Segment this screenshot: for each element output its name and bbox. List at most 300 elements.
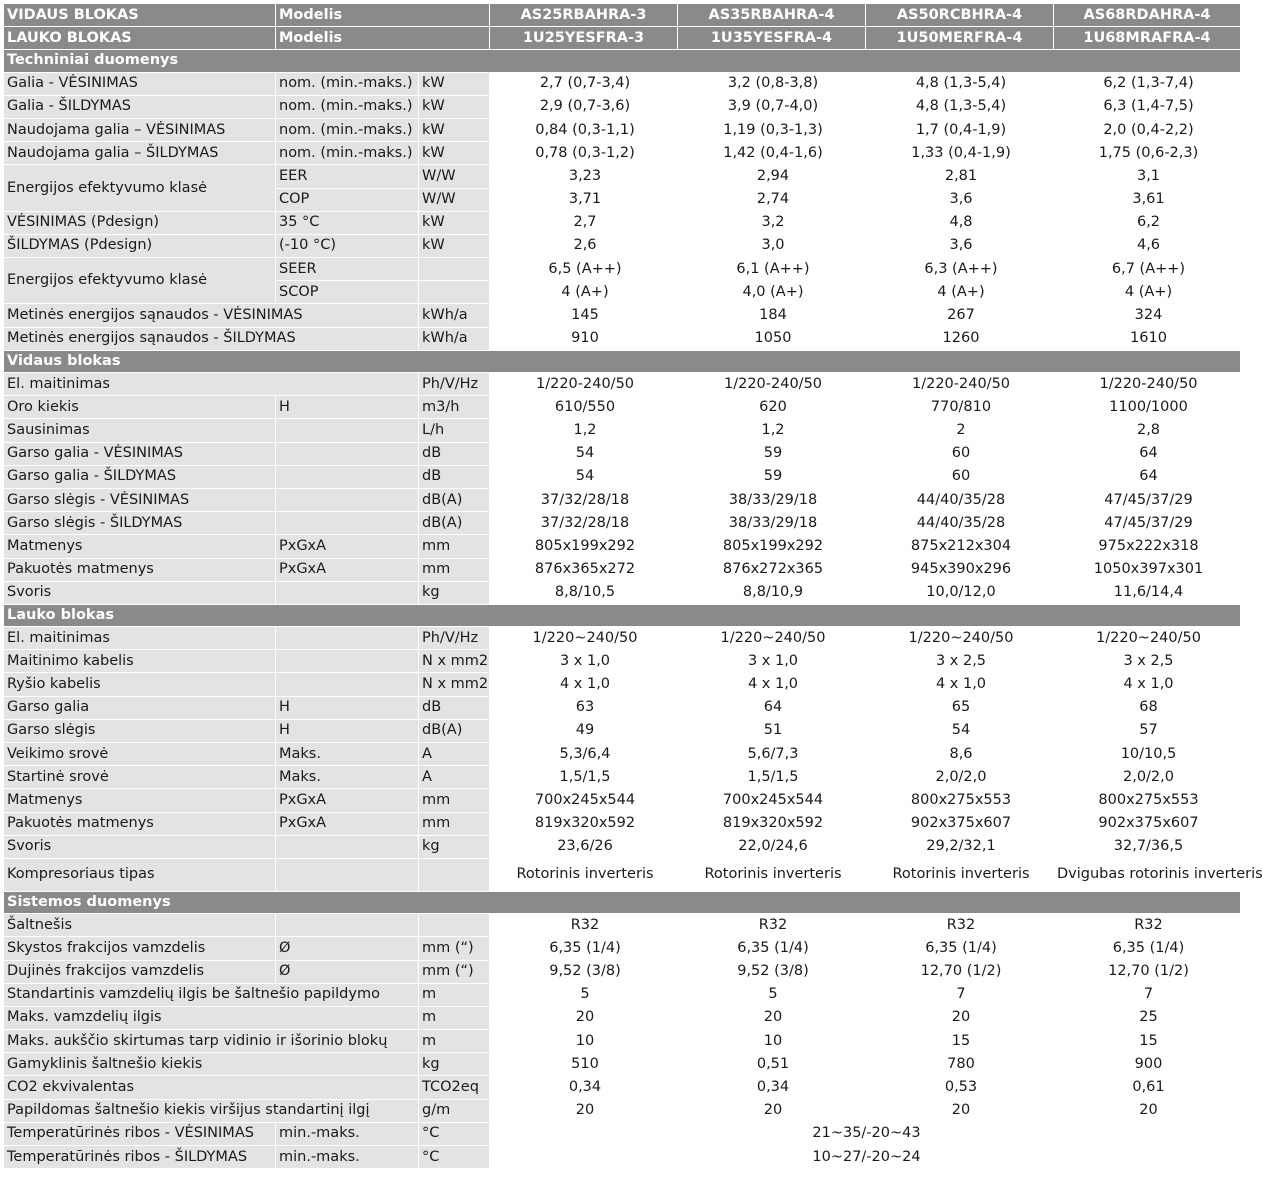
row-value: 22,0/24,6 [678, 835, 866, 858]
table-row [4, 627, 1241, 650]
model-name: 1U50MERFRA-4 [866, 27, 1054, 50]
row-unit: kW [419, 95, 490, 118]
row-unit: °C [419, 1146, 490, 1169]
table-row [4, 1006, 1241, 1029]
row-value: 38/33/29/18 [678, 488, 866, 511]
row-value: 1,42 (0,4-1,6) [678, 142, 866, 165]
row-label: Kompresoriaus tipas [4, 858, 276, 891]
row-value: 9,52 (3/8) [490, 960, 678, 983]
table-row [4, 581, 1241, 604]
row-value: 4,8 (1,3-5,4) [866, 72, 1054, 95]
row-value: 1,19 (0,3-1,3) [678, 118, 866, 141]
row-label: Papildomas šaltnešio kiekis viršijus standartinį ilgį [4, 1099, 419, 1122]
row-sublabel: Maks. [276, 766, 419, 789]
row-sublabel: PxGxA [276, 535, 419, 558]
row-value: 65 [866, 696, 1054, 719]
row-label: Pakuotės matmenys [4, 812, 276, 835]
row-value: 6,1 (A++) [678, 258, 866, 281]
table-row [4, 914, 1241, 937]
header-row [4, 27, 1241, 50]
row-label: Matmenys [4, 789, 276, 812]
row-value: 20 [490, 1006, 678, 1029]
table-row [4, 719, 1241, 742]
table-row [4, 165, 1241, 188]
row-value: 15 [866, 1030, 1054, 1053]
row-value: 21~35/-20~43 [490, 1122, 1241, 1145]
table-row [4, 835, 1241, 858]
row-value: 20 [678, 1006, 866, 1029]
table-row [4, 304, 1241, 327]
row-value: 47/45/37/29 [1054, 512, 1241, 535]
row-label: VĖSINIMAS (Pdesign) [4, 211, 276, 234]
section-title: Techniniai duomenys [4, 50, 1241, 72]
row-value: R32 [1054, 914, 1241, 937]
row-value: 64 [1054, 465, 1241, 488]
table-row [4, 1099, 1241, 1122]
row-unit: m [419, 983, 490, 1006]
table-row [4, 650, 1241, 673]
row-unit: kW [419, 211, 490, 234]
model-name: 1U25YESFRA-3 [490, 27, 678, 50]
section-header [4, 891, 1241, 913]
row-value: 1/220-240/50 [490, 373, 678, 396]
row-value: 8,8/10,5 [490, 581, 678, 604]
row-value: 876x272x365 [678, 558, 866, 581]
row-value: 902x375x607 [866, 812, 1054, 835]
row-value: 10/10,5 [1054, 743, 1241, 766]
row-value: 44/40/35/28 [866, 488, 1054, 511]
row-sublabel [276, 858, 419, 891]
row-value: R32 [678, 914, 866, 937]
row-sublabel: nom. (min.-maks.) [276, 142, 419, 165]
row-value: 1/220~240/50 [1054, 627, 1241, 650]
row-unit: N x mm2 [419, 673, 490, 696]
row-value: 6,35 (1/4) [490, 937, 678, 960]
row-sublabel [276, 488, 419, 511]
row-value: R32 [490, 914, 678, 937]
row-value: 59 [678, 465, 866, 488]
table-row [4, 535, 1241, 558]
row-value: 4 (A+) [490, 281, 678, 304]
row-label: Energijos efektyvumo klasė [4, 165, 276, 211]
row-unit: mm [419, 558, 490, 581]
row-value: 59 [678, 442, 866, 465]
row-unit: dB [419, 465, 490, 488]
row-label: Svoris [4, 835, 276, 858]
row-value: 57 [1054, 719, 1241, 742]
row-sublabel: H [276, 396, 419, 419]
model-name: AS35RBAHRA-4 [678, 4, 866, 27]
row-value: 3,2 [678, 211, 866, 234]
row-label: Standartinis vamzdelių ilgis be šaltnešio papildymo [4, 983, 419, 1006]
header-model-label: Modelis [276, 27, 490, 50]
row-label: El. maitinimas [4, 627, 276, 650]
row-value: 5 [490, 983, 678, 1006]
row-value: 6,2 [1054, 211, 1241, 234]
row-sublabel: min.-maks. [276, 1122, 419, 1145]
row-label: Gamyklinis šaltnešio kiekis [4, 1053, 419, 1076]
row-unit: mm [419, 812, 490, 835]
table-row [4, 1146, 1241, 1169]
row-sublabel [276, 581, 419, 604]
row-label: Metinės energijos sąnaudos - VĖSINIMAS [4, 304, 419, 327]
row-label: CO2 ekvivalentas [4, 1076, 419, 1099]
row-value: 1/220~240/50 [678, 627, 866, 650]
row-value: 267 [866, 304, 1054, 327]
row-unit: Ph/V/Hz [419, 627, 490, 650]
table-row [4, 95, 1241, 118]
section-title: Lauko blokas [4, 604, 1241, 626]
section-header [4, 350, 1241, 372]
row-value: 3,0 [678, 234, 866, 257]
row-sublabel: min.-maks. [276, 1146, 419, 1169]
row-value: Dvigubas rotorinis inverteris [1054, 858, 1241, 891]
row-value: 3,71 [490, 188, 678, 211]
row-value: 1/220-240/50 [866, 373, 1054, 396]
row-unit: W/W [419, 165, 490, 188]
row-unit: dB [419, 696, 490, 719]
table-row [4, 442, 1241, 465]
row-label: Matmenys [4, 535, 276, 558]
row-value: 10 [490, 1030, 678, 1053]
row-value: 184 [678, 304, 866, 327]
row-label: Sausinimas [4, 419, 276, 442]
row-unit: A [419, 766, 490, 789]
section-title: Vidaus blokas [4, 350, 1241, 372]
row-label: Veikimo srovė [4, 743, 276, 766]
row-value: 1/220-240/50 [678, 373, 866, 396]
row-label: Maks. aukščio skirtumas tarp vidinio ir išorinio blokų [4, 1030, 419, 1053]
row-value: 8,8/10,9 [678, 581, 866, 604]
row-unit: kW [419, 142, 490, 165]
row-value: 4,6 [1054, 234, 1241, 257]
row-value: 12,70 (1/2) [866, 960, 1054, 983]
row-value: 5 [678, 983, 866, 1006]
row-unit: kWh/a [419, 304, 490, 327]
row-sublabel: PxGxA [276, 789, 419, 812]
row-value: 11,6/14,4 [1054, 581, 1241, 604]
row-label: Temperatūrinės ribos - ŠILDYMAS [4, 1146, 276, 1169]
table-row [4, 327, 1241, 350]
row-value: 54 [490, 442, 678, 465]
row-value: 0,34 [678, 1076, 866, 1099]
row-value: 1,33 (0,4-1,9) [866, 142, 1054, 165]
row-value: 20 [866, 1006, 1054, 1029]
row-unit [419, 281, 490, 304]
row-value: 1,5/1,5 [678, 766, 866, 789]
row-value: 4,0 (A+) [678, 281, 866, 304]
row-sublabel: nom. (min.-maks.) [276, 118, 419, 141]
row-unit: m3/h [419, 396, 490, 419]
row-unit: dB(A) [419, 512, 490, 535]
row-value: 0,51 [678, 1053, 866, 1076]
row-label: Oro kiekis [4, 396, 276, 419]
model-name: AS25RBAHRA-3 [490, 4, 678, 27]
row-value: 20 [1054, 1099, 1241, 1122]
row-unit: kg [419, 581, 490, 604]
row-value: Rotorinis inverteris [490, 858, 678, 891]
row-unit: mm [419, 535, 490, 558]
row-unit: W/W [419, 188, 490, 211]
row-value: 3 x 2,5 [1054, 650, 1241, 673]
row-unit: dB [419, 442, 490, 465]
row-value: 2,0 (0,4-2,2) [1054, 118, 1241, 141]
row-value: 800x275x553 [1054, 789, 1241, 812]
row-value: Rotorinis inverteris [866, 858, 1054, 891]
row-value: 1100/1000 [1054, 396, 1241, 419]
table-row [4, 72, 1241, 95]
row-value: 5,6/7,3 [678, 743, 866, 766]
row-unit: mm [419, 789, 490, 812]
row-sublabel [276, 627, 419, 650]
row-label: ŠILDYMAS (Pdesign) [4, 234, 276, 257]
row-value: 60 [866, 465, 1054, 488]
row-label: Maitinimo kabelis [4, 650, 276, 673]
row-sublabel: nom. (min.-maks.) [276, 95, 419, 118]
row-label: Dujinės frakcijos vamzdelis [4, 960, 276, 983]
table-row [4, 937, 1241, 960]
section-header [4, 50, 1241, 72]
table-row [4, 373, 1241, 396]
model-name: AS50RCBHRA-4 [866, 4, 1054, 27]
row-unit: A [419, 743, 490, 766]
row-value: 2,74 [678, 188, 866, 211]
table-row [4, 234, 1241, 257]
row-value: 4 (A+) [866, 281, 1054, 304]
row-unit: g/m [419, 1099, 490, 1122]
row-sublabel [276, 914, 419, 937]
row-value: 44/40/35/28 [866, 512, 1054, 535]
row-unit: kWh/a [419, 327, 490, 350]
row-value: 4 x 1,0 [1054, 673, 1241, 696]
row-unit [419, 914, 490, 937]
row-value: 3,9 (0,7-4,0) [678, 95, 866, 118]
table-row [4, 743, 1241, 766]
row-unit: m [419, 1006, 490, 1029]
table-row [4, 1122, 1241, 1145]
row-label: Garso slėgis [4, 719, 276, 742]
table-row [4, 960, 1241, 983]
section-title: Sistemos duomenys [4, 891, 1241, 913]
row-value: 64 [678, 696, 866, 719]
row-value: 0,34 [490, 1076, 678, 1099]
model-name: 1U35YESFRA-4 [678, 27, 866, 50]
row-value: 2,7 [490, 211, 678, 234]
row-value: 1610 [1054, 327, 1241, 350]
row-value: 819x320x592 [490, 812, 678, 835]
table-row [4, 118, 1241, 141]
row-value: 3,6 [866, 188, 1054, 211]
row-label: Garso slėgis - ŠILDYMAS [4, 512, 276, 535]
row-value: 4,8 [866, 211, 1054, 234]
table-row [4, 789, 1241, 812]
row-unit: TCO2eq [419, 1076, 490, 1099]
row-label: Garso galia - VĖSINIMAS [4, 442, 276, 465]
row-value: 9,52 (3/8) [678, 960, 866, 983]
row-value: 64 [1054, 442, 1241, 465]
row-value: 910 [490, 327, 678, 350]
row-unit: kW [419, 118, 490, 141]
row-value: 1,2 [678, 419, 866, 442]
row-sublabel: SEER [276, 258, 419, 281]
row-value: 3 x 1,0 [490, 650, 678, 673]
table-row [4, 465, 1241, 488]
row-value: 37/32/28/18 [490, 488, 678, 511]
row-value: 2,0/2,0 [1054, 766, 1241, 789]
table-row [4, 1030, 1241, 1053]
row-unit: kW [419, 234, 490, 257]
row-unit: kg [419, 1053, 490, 1076]
row-sublabel [276, 442, 419, 465]
row-value: 700x245x544 [678, 789, 866, 812]
row-value: 0,78 (0,3-1,2) [490, 142, 678, 165]
row-unit: kW [419, 72, 490, 95]
row-value: 12,70 (1/2) [1054, 960, 1241, 983]
row-value: 819x320x592 [678, 812, 866, 835]
row-value: 7 [1054, 983, 1241, 1006]
table-row [4, 258, 1241, 281]
row-value: 1,75 (0,6-2,3) [1054, 142, 1241, 165]
row-sublabel [276, 419, 419, 442]
row-value: 1260 [866, 327, 1054, 350]
row-value: 1/220-240/50 [1054, 373, 1241, 396]
row-value: 1,7 (0,4-1,9) [866, 118, 1054, 141]
row-label: Garso galia - ŠILDYMAS [4, 465, 276, 488]
row-value: 975x222x318 [1054, 535, 1241, 558]
row-unit: N x mm2 [419, 650, 490, 673]
table-row [4, 1076, 1241, 1099]
row-label: Maks. vamzdelių ilgis [4, 1006, 419, 1029]
table-row [4, 488, 1241, 511]
row-label: Garso slėgis - VĖSINIMAS [4, 488, 276, 511]
table-row [4, 673, 1241, 696]
table-row [4, 211, 1241, 234]
row-unit [419, 858, 490, 891]
row-value: 1,5/1,5 [490, 766, 678, 789]
row-value: R32 [866, 914, 1054, 937]
row-unit: mm (“) [419, 937, 490, 960]
row-unit: m [419, 1030, 490, 1053]
row-value: 5,3/6,4 [490, 743, 678, 766]
row-value: 2,7 (0,7-3,4) [490, 72, 678, 95]
row-value: 2,8 [1054, 419, 1241, 442]
row-value: 6,3 (1,4-7,5) [1054, 95, 1241, 118]
row-value: 3 x 2,5 [866, 650, 1054, 673]
row-sublabel: SCOP [276, 281, 419, 304]
row-value: 37/32/28/18 [490, 512, 678, 535]
row-value: 2,9 (0,7-3,6) [490, 95, 678, 118]
row-label: Svoris [4, 581, 276, 604]
row-value: 25 [1054, 1006, 1241, 1029]
row-value: 6,35 (1/4) [678, 937, 866, 960]
row-value: 2,81 [866, 165, 1054, 188]
row-unit [419, 258, 490, 281]
row-value: 2,6 [490, 234, 678, 257]
row-value: 620 [678, 396, 866, 419]
row-value: 29,2/32,1 [866, 835, 1054, 858]
row-value: 1/220~240/50 [490, 627, 678, 650]
row-value: 3,1 [1054, 165, 1241, 188]
row-value: 902x375x607 [1054, 812, 1241, 835]
row-sublabel [276, 835, 419, 858]
row-value: 4 x 1,0 [866, 673, 1054, 696]
spec-table [3, 3, 1263, 1169]
row-label: Ryšio kabelis [4, 673, 276, 696]
row-label: Startinė srovė [4, 766, 276, 789]
row-value: 0,53 [866, 1076, 1054, 1099]
row-value: 20 [866, 1099, 1054, 1122]
row-label: Temperatūrinės ribos - VĖSINIMAS [4, 1122, 276, 1145]
row-sublabel: 35 °C [276, 211, 419, 234]
table-row [4, 142, 1241, 165]
row-value: 7 [866, 983, 1054, 1006]
row-value: 876x365x272 [490, 558, 678, 581]
row-label: El. maitinimas [4, 373, 419, 396]
row-value: 4 x 1,0 [678, 673, 866, 696]
row-value: 49 [490, 719, 678, 742]
header-unit-label: LAUKO BLOKAS [4, 27, 276, 50]
row-value: 6,35 (1/4) [1054, 937, 1241, 960]
row-unit: dB(A) [419, 488, 490, 511]
row-value: 47/45/37/29 [1054, 488, 1241, 511]
row-value: 2 [866, 419, 1054, 442]
table-row [4, 696, 1241, 719]
table-row [4, 1053, 1241, 1076]
row-value: 780 [866, 1053, 1054, 1076]
row-sublabel [276, 512, 419, 535]
row-value: 610/550 [490, 396, 678, 419]
row-value: 6,7 (A++) [1054, 258, 1241, 281]
row-value: 38/33/29/18 [678, 512, 866, 535]
row-sublabel [276, 465, 419, 488]
row-value: 10~27/-20~24 [490, 1146, 1241, 1169]
row-label: Pakuotės matmenys [4, 558, 276, 581]
row-label: Naudojama galia – ŠILDYMAS [4, 142, 276, 165]
row-value: 10 [678, 1030, 866, 1053]
row-sublabel: EER [276, 165, 419, 188]
row-value: 4 (A+) [1054, 281, 1241, 304]
row-value: 0,61 [1054, 1076, 1241, 1099]
row-unit: Ph/V/Hz [419, 373, 490, 396]
row-label: Energijos efektyvumo klasė [4, 258, 276, 304]
row-label: Galia - VĖSINIMAS [4, 72, 276, 95]
table-row [4, 983, 1241, 1006]
model-name: AS68RDAHRA-4 [1054, 4, 1241, 27]
row-unit: L/h [419, 419, 490, 442]
row-value: 32,7/36,5 [1054, 835, 1241, 858]
row-value: 3,61 [1054, 188, 1241, 211]
table-row [4, 812, 1241, 835]
row-sublabel [276, 650, 419, 673]
row-value: 805x199x292 [490, 535, 678, 558]
row-label: Galia - ŠILDYMAS [4, 95, 276, 118]
row-value: 3,23 [490, 165, 678, 188]
row-value: 900 [1054, 1053, 1241, 1076]
row-value: 2,94 [678, 165, 866, 188]
row-sublabel: H [276, 719, 419, 742]
row-label: Garso galia [4, 696, 276, 719]
model-name: 1U68MRAFRA-4 [1054, 27, 1241, 50]
row-value: 54 [490, 465, 678, 488]
row-value: 23,6/26 [490, 835, 678, 858]
row-label: Metinės energijos sąnaudos - ŠILDYMAS [4, 327, 419, 350]
row-unit: mm (“) [419, 960, 490, 983]
row-value: 6,35 (1/4) [866, 937, 1054, 960]
row-sublabel: Maks. [276, 743, 419, 766]
row-value: 54 [866, 719, 1054, 742]
row-sublabel: (-10 °C) [276, 234, 419, 257]
table-row [4, 558, 1241, 581]
